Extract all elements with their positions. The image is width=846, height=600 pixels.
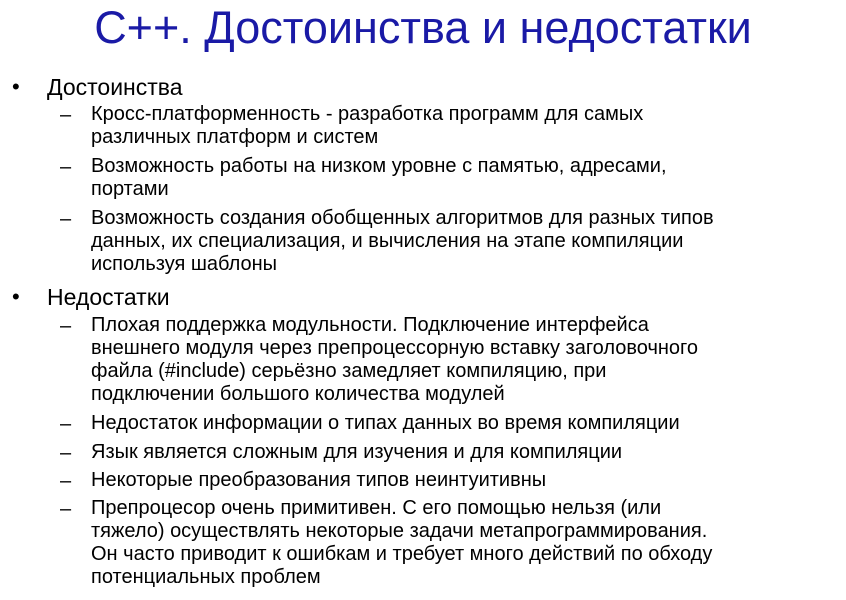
dash-marker: – — [60, 413, 72, 435]
text-line: Некоторые преобразования типов неинтуитивны — [91, 469, 547, 491]
section-heading-disadvantages: Недостатки — [47, 284, 170, 310]
text-line: Он часто приводит к ошибкам и требует много действий по обходу — [91, 543, 713, 565]
bullet-marker: • — [12, 284, 20, 309]
text-line: используя шаблоны — [91, 253, 278, 275]
list-item-text — [91, 441, 841, 464]
dash-marker: – — [60, 442, 72, 464]
section-heading-advantages: Достоинства — [47, 74, 183, 100]
text-line: Плохая поддержка модульности. Подключение интерфейса — [91, 314, 649, 336]
dash-marker: – — [60, 104, 72, 126]
slide-title: С++. Достоинства и недостатки — [94, 2, 752, 53]
dash-marker: – — [60, 156, 72, 178]
text-line: данных, их специализация, и вычисления на этапе компиляции — [91, 230, 684, 252]
dash-marker: – — [60, 315, 72, 337]
text-line: Возможность работы на низком уровне с памятью, адресами, — [91, 155, 667, 177]
text-line: внешнего модуля через препроцессорную вставку заголовочного — [91, 337, 699, 359]
list-item-text — [91, 469, 841, 492]
list-item-text — [91, 314, 841, 406]
list-item-text — [91, 207, 841, 276]
bullet-marker: • — [12, 74, 20, 99]
dash-marker: – — [60, 208, 72, 230]
text-line: файла (#include) серьёзно замедляет компиляцию, при — [91, 360, 607, 382]
text-line: потенциальных проблем — [91, 566, 321, 588]
text-line: различных платформ и систем — [91, 126, 379, 148]
list-item-text — [91, 103, 841, 149]
list-item-text — [91, 412, 841, 435]
text-line: портами — [91, 178, 169, 200]
dash-marker: – — [60, 498, 72, 520]
text-line: подключении большого количества модулей — [91, 383, 505, 405]
text-line: Препроцесор очень примитивен. С его помощью нельзя (или — [91, 497, 662, 519]
text-line: Язык является сложным для изучения и для компиляции — [91, 441, 623, 463]
list-item-text — [91, 155, 841, 201]
text-line: Возможность создания обобщенных алгоритмов для разных типов — [91, 207, 714, 229]
text-line: тяжело) осуществлять некоторые задачи метапрограммирования. — [91, 520, 708, 542]
dash-marker: – — [60, 470, 72, 492]
text-line: Недостаток информации о типах данных во время компиляции — [91, 412, 680, 434]
text-line: Кросс-платформенность - разработка программ для самых — [91, 103, 644, 125]
list-item-text — [91, 497, 841, 589]
